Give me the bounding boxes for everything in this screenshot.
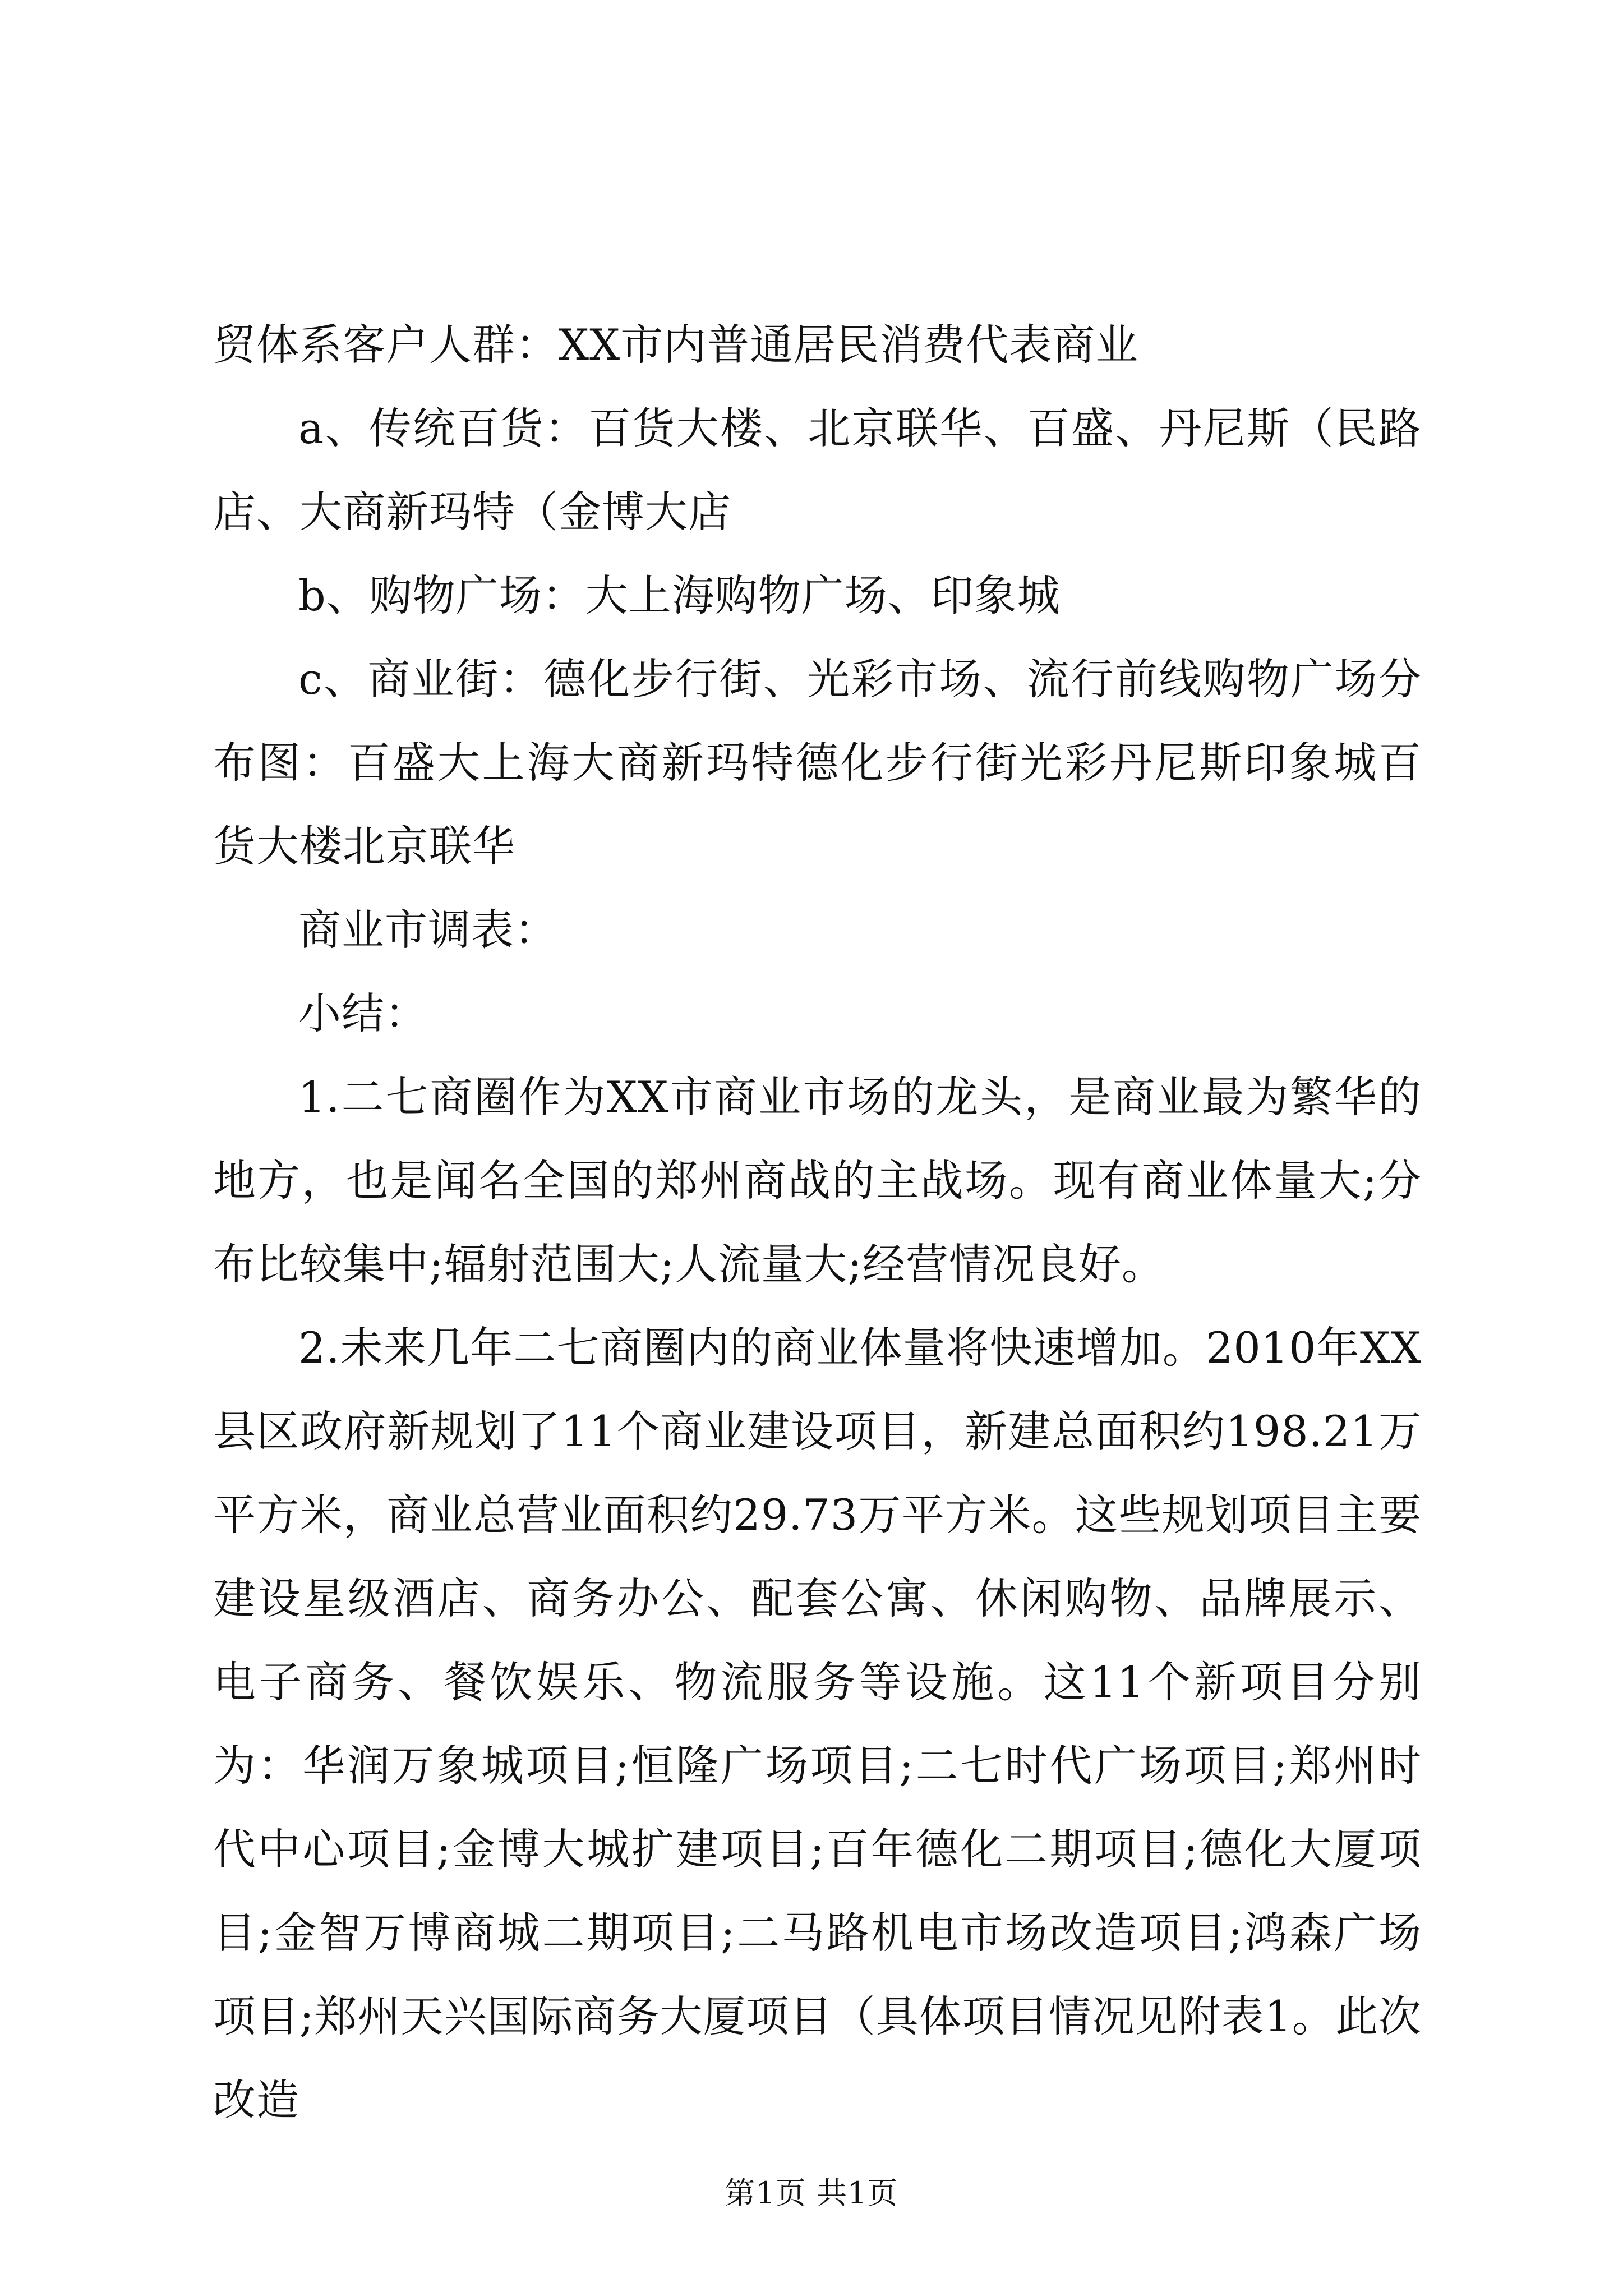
paragraph-market-survey-table: 商业市调表：: [298, 905, 557, 955]
paragraph-shopping-plazas: b、购物广场：大上海购物广场、印象城: [298, 570, 1061, 620]
paragraph-summary-point-1: 1.二七商圈作为XX市商业市场的龙头，是商业最为繁华的地方，也是闻名全国的郑州商战的主战场。现有商业体量大;分布比较集中;辐射范围大;人流量大;经营情况良好。: [213, 1072, 1422, 1289]
paragraph-summary-point-2: 2.未来几年二七商圈内的商业体量将快速增加。2010年XX县区政府新规划了11个商业建设项目，新建总面积约198.21万平方米，商业总营业面积约29.73万平方米。这些规划项目主要建设星级酒店、商务办公、配套公寓、休闲购物、品牌展示、电子商务、餐饮娱乐、物流服务等设施。这11个新项目分别为：华润万象城项目;恒隆广场项目;二七时代广场项目;郑州时代中心项目;金博大城扩建项目;百年德化二期项目;德化大厦项目;金智万博商城二期项目;二马路机电市场改造项目;鸿森广场项目;郑州天兴国际商务大厦项目（具体项目情况见附表1。此次改造: [213, 1323, 1422, 2125]
paragraph-summary-heading: 小结：: [298, 988, 428, 1038]
paragraph-traditional-department-stores: a、传统百货：百货大楼、北京联华、百盛、丹尼斯（民路店、大商新玛特（金博大店: [213, 403, 1422, 537]
paragraph-customer-group: 贸体系客户人群：XX市内普通居民消费代表商业: [213, 320, 1139, 370]
page-footer: 第1页 共1页: [725, 2175, 898, 2211]
paragraph-commercial-streets: c、商业街：德化步行街、光彩市场、流行前线购物广场分布图：百盛大上海大商新玛特德化步行街光彩丹尼斯印象城百货大楼北京联华: [213, 654, 1422, 871]
document-body: [213, 303, 1422, 2142]
